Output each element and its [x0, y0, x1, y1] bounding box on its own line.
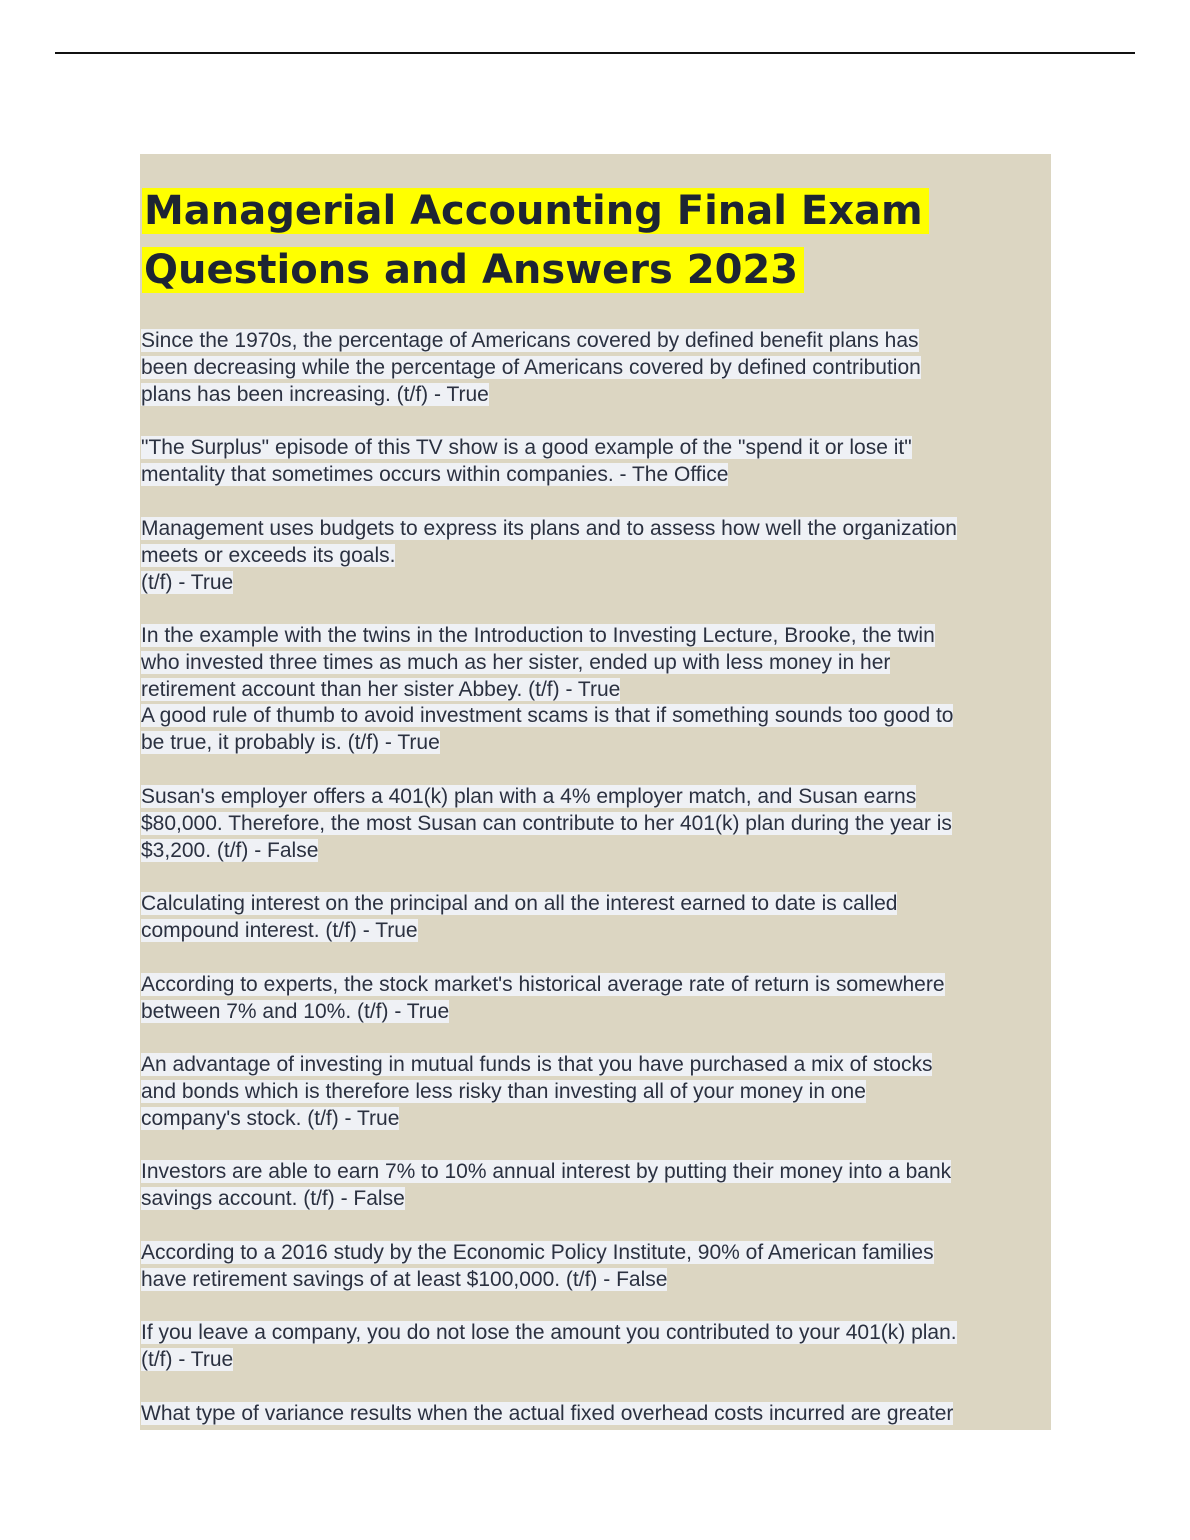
qa-item	[141, 622, 935, 703]
qa-item	[141, 1158, 951, 1212]
title-line-2: Questions and Answers 2023	[142, 247, 804, 293]
qa-item	[141, 327, 921, 408]
qa-item	[141, 1400, 953, 1427]
qa-item	[141, 783, 952, 864]
qa-line: "The Surplus" episode of this TV show is a good example of the "spend it or lose it"	[141, 436, 912, 459]
qa-item	[141, 1319, 957, 1373]
qa-line: Management uses budgets to express its plans and to assess how well the organization	[141, 517, 957, 540]
document-panel	[140, 154, 1051, 1430]
qa-item	[141, 890, 897, 944]
title-line-1: Managerial Accounting Final Exam	[142, 188, 929, 234]
qa-item	[141, 702, 953, 756]
qa-line: An advantage of investing in mutual funds is that you have purchased a mix of stocks	[141, 1053, 933, 1076]
qa-line: In the example with the twins in the Introduction to Investing Lecture, Brooke, the twin	[141, 624, 935, 647]
qa-line: plans has been increasing. (t/f) - True	[141, 383, 489, 406]
qa-line: compound interest. (t/f) - True	[141, 919, 418, 942]
qa-line: been decreasing while the percentage of Americans covered by defined contribution	[141, 356, 921, 379]
qa-line: have retirement savings of at least $100,000. (t/f) - False	[141, 1268, 668, 1291]
qa-line: According to experts, the stock market's historical average rate of return is somewhere	[141, 973, 945, 996]
qa-line: $80,000. Therefore, the most Susan can contribute to her 401(k) plan during the year is	[141, 812, 952, 835]
qa-line: If you leave a company, you do not lose the amount you contributed to your 401(k) plan.	[141, 1321, 957, 1344]
qa-line: who invested three times as much as her sister, ended up with less money in her	[141, 651, 891, 674]
qa-line: Since the 1970s, the percentage of Americans covered by defined benefit plans has	[141, 329, 919, 352]
qa-line: What type of variance results when the actual fixed overhead costs incurred are greater	[141, 1402, 954, 1425]
qa-item	[141, 434, 912, 488]
qa-line: Calculating interest on the principal and on all the interest earned to date is called	[141, 892, 898, 915]
qa-line: between 7% and 10%. (t/f) - True	[141, 1000, 450, 1023]
qa-item	[141, 971, 945, 1025]
qa-line: meets or exceeds its goals.	[141, 544, 396, 567]
qa-line: (t/f) - True	[141, 1348, 234, 1371]
header-rule	[55, 52, 1135, 54]
qa-line: and bonds which is therefore less risky than investing all of your money in one	[141, 1080, 866, 1103]
qa-line: retirement account than her sister Abbey. (t/f) - True	[141, 678, 621, 701]
qa-line: According to a 2016 study by the Economic Policy Institute, 90% of American families	[141, 1241, 934, 1264]
qa-line: be true, it probably is. (t/f) - True	[141, 731, 440, 754]
qa-item	[141, 1239, 934, 1293]
qa-line: Susan's employer offers a 401(k) plan with a 4% employer match, and Susan earns	[141, 785, 917, 808]
qa-line: (t/f) - True	[141, 571, 234, 594]
qa-item	[141, 515, 957, 596]
qa-line: company's stock. (t/f) - True	[141, 1107, 400, 1130]
qa-item	[141, 1051, 932, 1132]
qa-line: A good rule of thumb to avoid investment scams is that if something sounds too good to	[141, 704, 954, 727]
qa-line: $3,200. (t/f) - False	[141, 839, 319, 862]
qa-line: mentality that sometimes occurs within companies. - The Office	[141, 463, 729, 486]
qa-line: Investors are able to earn 7% to 10% annual interest by putting their money into a bank	[141, 1160, 952, 1183]
qa-line: savings account. (t/f) - False	[141, 1187, 405, 1210]
document-title	[142, 182, 929, 300]
